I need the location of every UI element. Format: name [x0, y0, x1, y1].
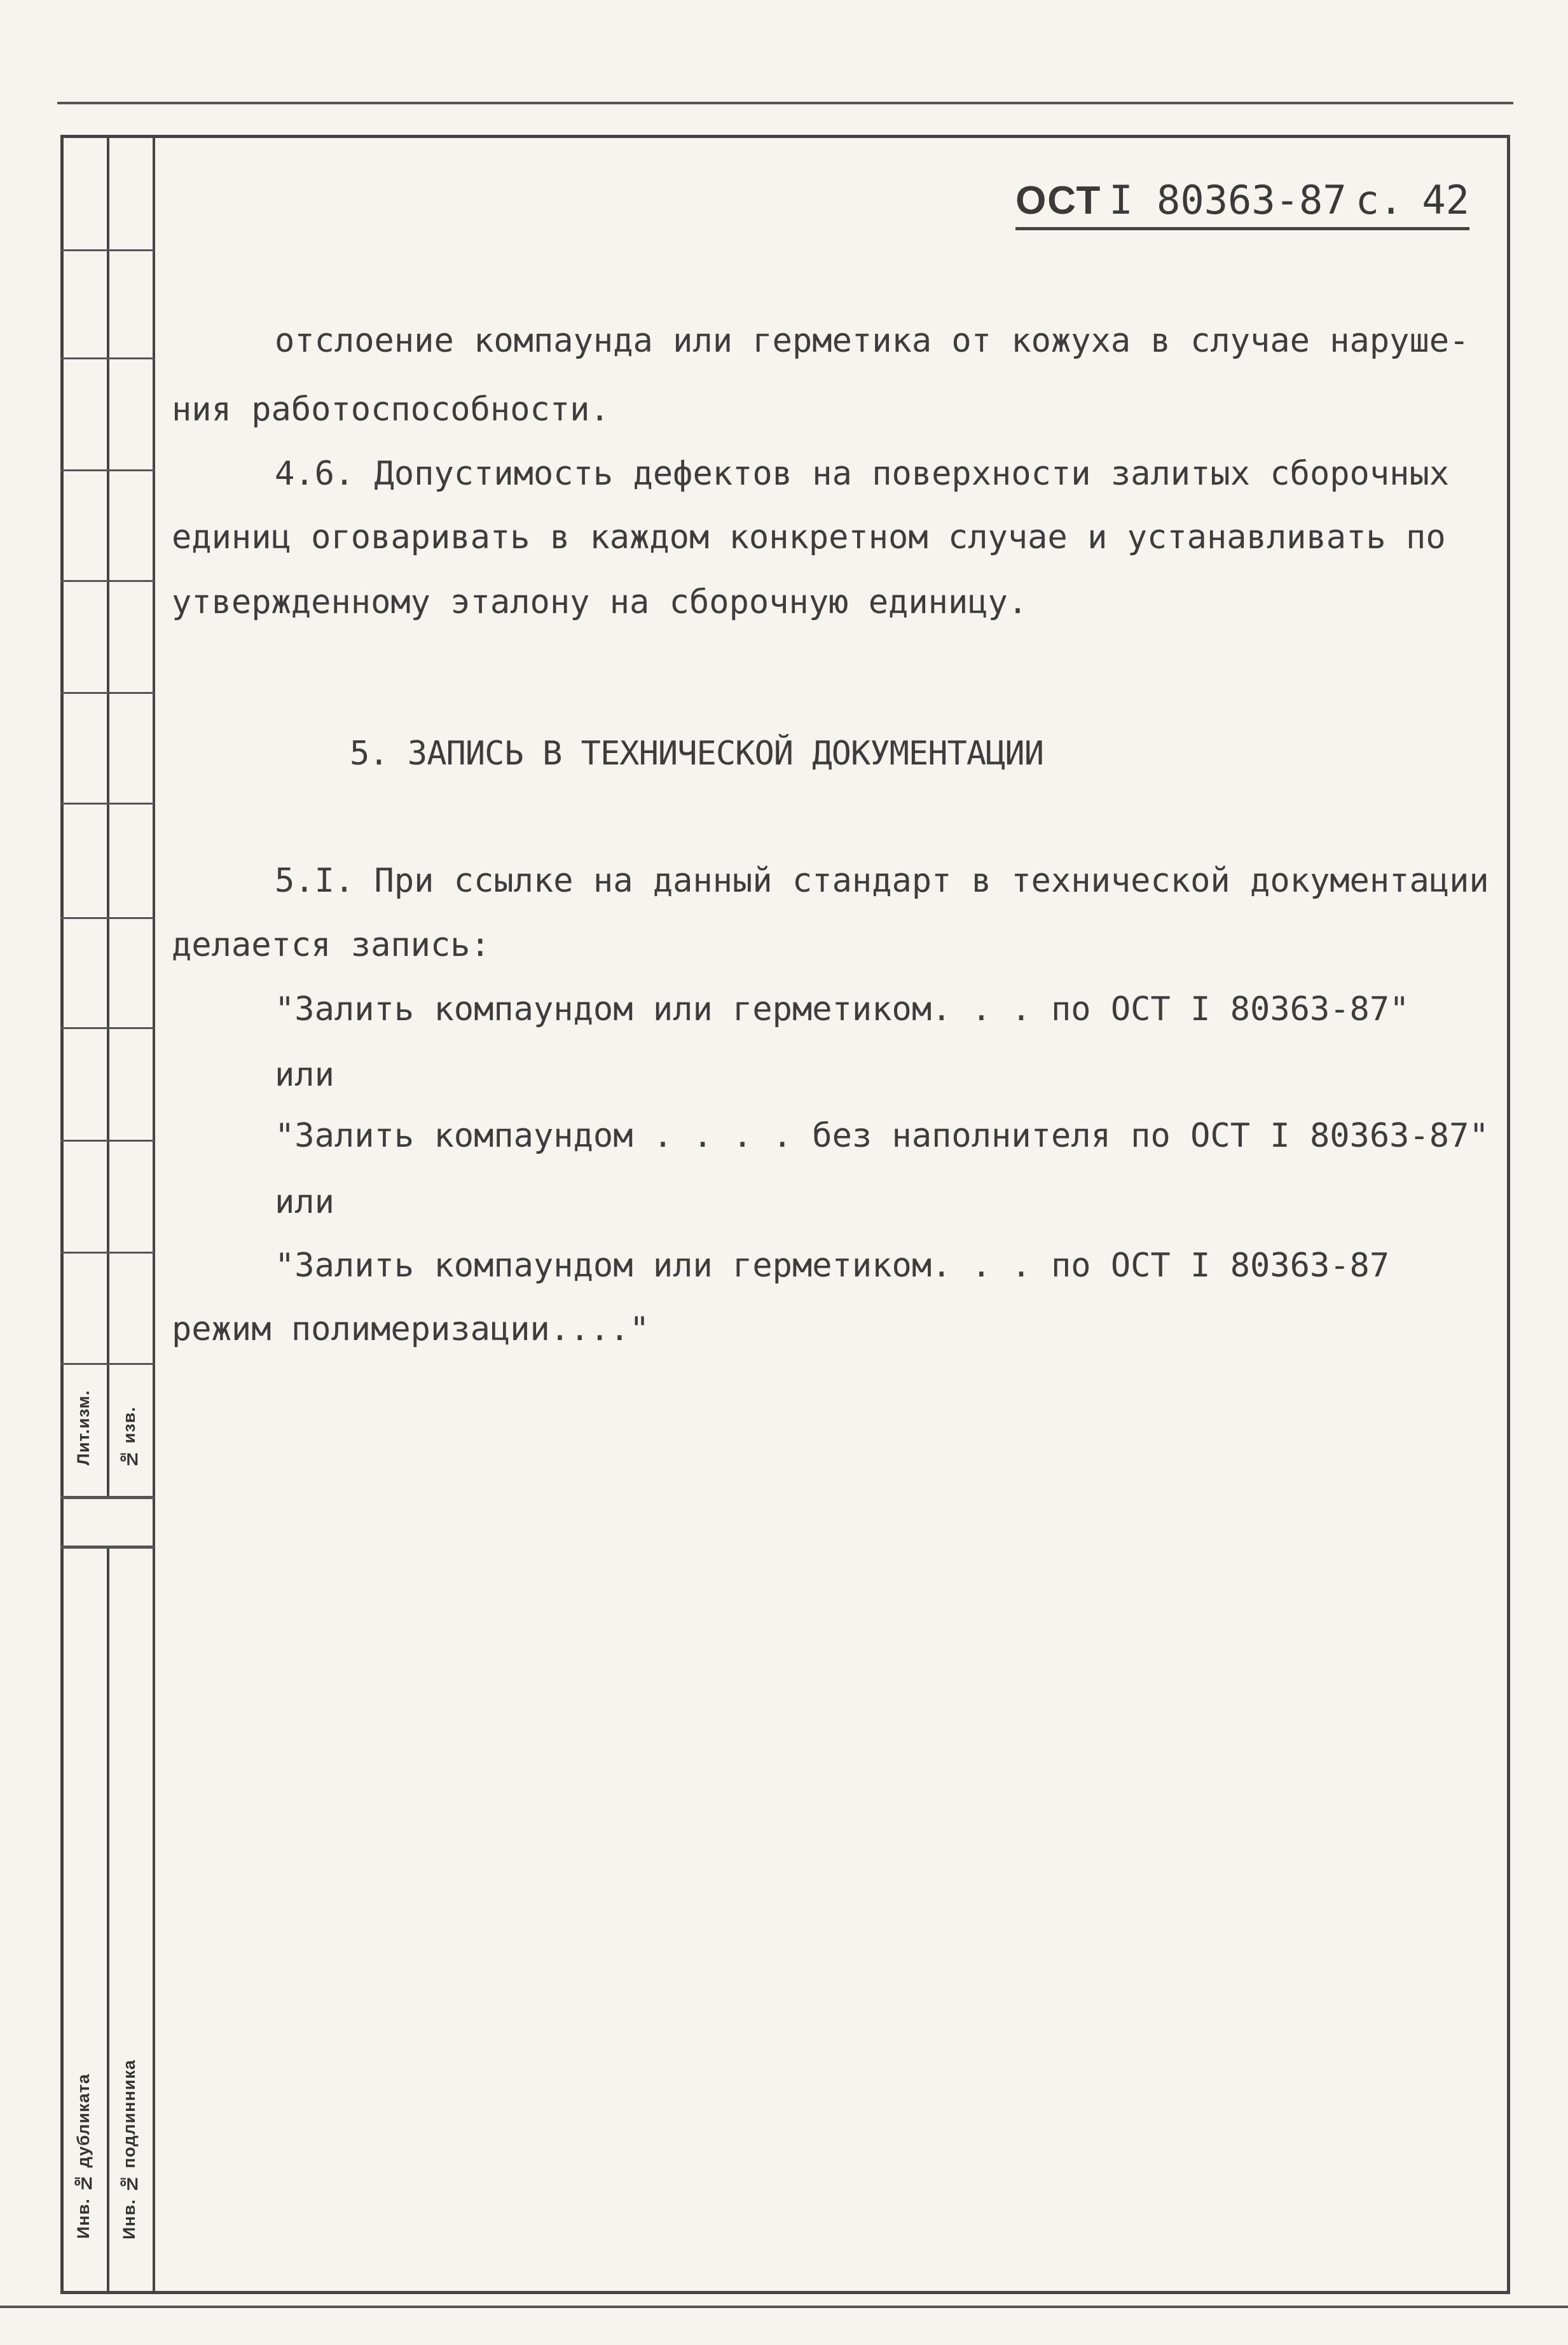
standard-code: ОСТ	[1015, 179, 1102, 223]
body-line: единиц оговаривать в каждом конкретном случае и устанавливать по	[172, 518, 1446, 557]
stamp-column-divider-1	[107, 135, 109, 1496]
stamp-gap	[64, 1499, 153, 1546]
page-prefix: с.	[1355, 177, 1403, 223]
body-line: "Залить компаундом . . . . без наполнителя по ОСТ I 80363-87"	[275, 1117, 1489, 1155]
stamp-row-line	[60, 249, 155, 251]
label-lit-izm: Лит.изм.	[74, 1390, 93, 1466]
label-inv-dublikata: Инв. № дубликата	[74, 2073, 93, 2239]
body-line: или	[275, 1056, 334, 1094]
page-header	[1015, 177, 1469, 230]
standard-number: I 80363-87	[1109, 177, 1347, 223]
body-line: режим полимеризации...."	[172, 1310, 650, 1348]
body-line: 4.6. Допустимость дефектов на поверхности залитых сборочных	[275, 455, 1450, 493]
stamp-row-line	[60, 357, 155, 359]
body-line: делается запись:	[172, 926, 490, 964]
top-rule	[57, 102, 1513, 104]
stamp-row-line	[60, 803, 155, 805]
body-line: "Залить компаундом или герметиком. . . по ОСТ I 80363-87	[275, 1247, 1390, 1285]
stamp-row-line	[60, 469, 155, 471]
stamp-row-line	[60, 692, 155, 694]
body-line: ния работоспособности.	[172, 391, 610, 429]
stamp-row-line	[60, 1027, 155, 1029]
body-line: или	[275, 1183, 334, 1221]
bottom-rule	[0, 2306, 1568, 2308]
label-inv-podlinnika: Инв. № подлинника	[120, 2059, 139, 2240]
label-no-izv: № изв.	[120, 1406, 139, 1469]
stamp-column-divider-2	[153, 135, 155, 2294]
stamp-gap-bottom	[60, 1546, 155, 1549]
stamp-row-line	[60, 580, 155, 582]
section-heading: 5. ЗАПИСЬ В ТЕХНИЧЕСКОЙ ДОКУМЕНТАЦИИ	[350, 735, 1044, 773]
body-line: "Залить компаундом или герметиком. . . по ОСТ I 80363-87"	[275, 990, 1410, 1028]
body-line: 5.I. При ссылке на данный стандарт в технической документации	[275, 862, 1489, 900]
stamp-row-line	[60, 917, 155, 919]
stamp-row-line	[60, 1252, 155, 1254]
page-number: 42	[1422, 177, 1469, 223]
body-line: утвержденному эталону на сборочную единицу.	[172, 583, 1028, 621]
body-line: отслоение компаунда или герметика от кожуха в случае наруше-	[275, 322, 1469, 360]
stamp-row-line	[60, 1140, 155, 1142]
stamp-column-divider-lower	[107, 1546, 109, 2294]
